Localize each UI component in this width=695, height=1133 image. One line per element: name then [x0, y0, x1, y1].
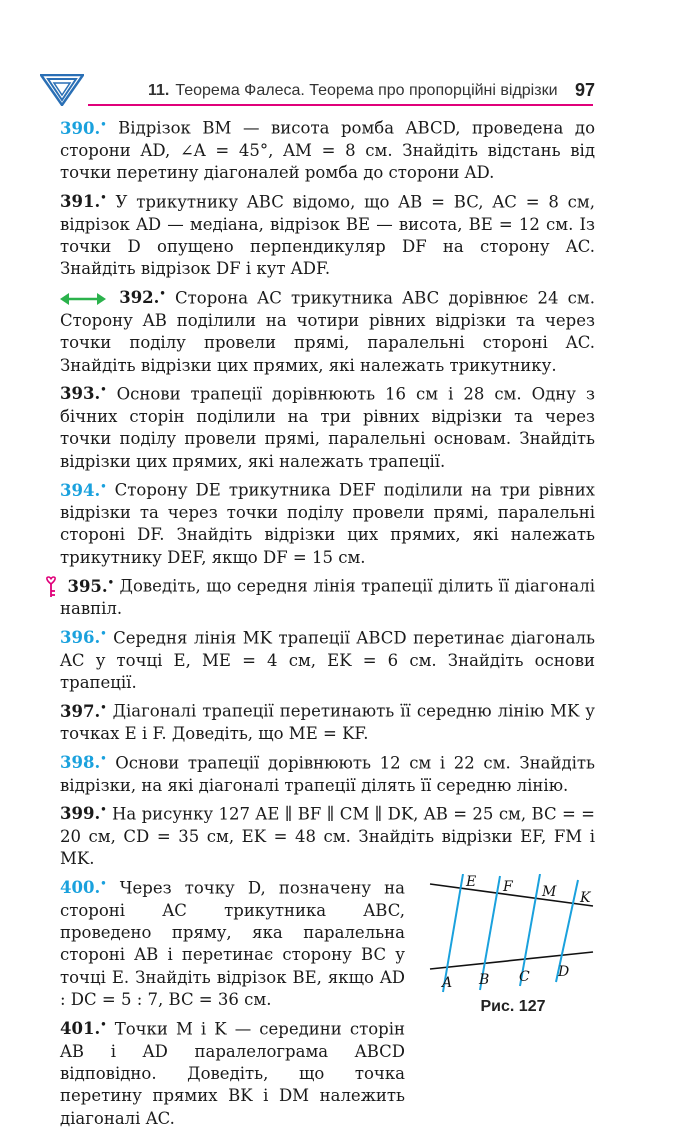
problem-number: 396.• [60, 628, 107, 648]
problem-398 [60, 749, 595, 797]
problems-list [60, 114, 595, 1133]
problem-390 [60, 114, 595, 185]
page-header [0, 0, 695, 110]
problem-393 [60, 380, 595, 473]
parallel-lines-diagram [428, 874, 598, 994]
problem-text: На рисунку 127 AE ∥ BF ∥ CM ∥ DK, AB = 25 см, BC = = 20 см, CD = 35 см, EK = 48 см. Знайдіть відрізки EF, FM і MK. [60, 804, 595, 869]
point-label-d: D [558, 963, 570, 980]
problem-number: 398.• [60, 753, 107, 773]
problem-396 [60, 624, 595, 695]
problem-394 [60, 476, 595, 569]
key-icon [44, 576, 58, 598]
section-heading [148, 82, 558, 100]
problem-number: 401.• [60, 1019, 107, 1039]
problem-397 [60, 697, 595, 745]
problem-text: Основи трапеції дорівнюють 12 см і 22 см. Знайдіть відрізки, на які діагоналі трапеції ділять її середню лінію. [60, 753, 595, 795]
section-number: 11. [148, 82, 170, 99]
problem-391 [60, 188, 595, 281]
problem-number: 399.• [60, 804, 107, 824]
problem-number: 394.• [60, 480, 107, 500]
problem-number: 400.• [60, 878, 107, 898]
problem-number: 393.• [60, 384, 107, 404]
problem-395 [60, 572, 595, 620]
problem-text: Середня лінія MK трапеції ABCD перетинає діагональ AC у точці E, ME = 4 см, EK = 6 см. Знайдіть основи трапеції. [60, 628, 595, 692]
point-label-c: C [519, 968, 530, 985]
problem-text: Діагоналі трапеції перетинають її середню лінію MK у точках E і F. Доведіть, що ME = KF. [60, 701, 595, 744]
page-number: 97 [575, 80, 596, 100]
double-arrow-icon [60, 292, 106, 306]
problem-text: Через точку D, позначену на стороні AC трикутника ABC, проведено пряму, яка паралельна стороні AB і перетинає сторону BC у точці E. Знайдіть відрізок BE, якщо AD : DC = 5 : 7, BC = 36 см. [60, 878, 405, 1010]
problem-text: У трикутнику ABC відомо, що AB = BC, AC = 8 см, відрізок AD — медіана, відрізок BE — висота, BE = 12 см. Із точки D опущено перпендикуляр DF на сторону AC. Знайдіть відрізок DF і кут ADF. [60, 192, 595, 279]
figure-caption: Рис. 127 [480, 997, 546, 1015]
problem-number: 390.• [60, 118, 107, 138]
triangle-logo-icon [40, 74, 84, 106]
problem-number: 392.• [119, 288, 166, 308]
problem-text: Доведіть, що середня лінія трапеції ділить її діагоналі навпіл. [60, 576, 596, 619]
point-label-a: A [442, 974, 453, 991]
figure-section [60, 874, 595, 1130]
problem-399 [60, 800, 595, 871]
point-label-k: K [580, 889, 591, 906]
figure-127 [428, 874, 598, 1016]
point-label-b: B [479, 971, 490, 988]
problem-number: 391.• [60, 192, 107, 212]
problem-text: Сторону DE трикутника DEF поділили на три рівних відрізки та через точки поділу провели прямі, паралельні стороні DF. Знайдіть відрізки цих прямих, які належать трикутнику DEF, якщо DF = 15 см. [60, 480, 595, 567]
problem-number: 395.• [67, 576, 115, 596]
header-divider [88, 104, 593, 106]
problem-number: 397.• [60, 701, 107, 721]
point-label-f: F [503, 878, 513, 895]
point-label-e: E [466, 873, 477, 890]
problem-text: Відрізок BM — висота ромба ABCD, проведена до сторони AD, ∠A = 45°, AM = 8 см. Знайдіть відстань від точки перетину діагоналей ромба до сторони AD. [60, 118, 595, 183]
problem-392 [60, 284, 595, 377]
section-title: Теорема Фалеса. Теорема про пропорційні відрізки [175, 82, 558, 99]
problem-401 [60, 1015, 405, 1131]
problem-text: Точки M і K — середини сторін AB і AD паралелограма ABCD відповідно. Доведіть, що точка перетину прямих BK і DM належить діагоналі AC. [60, 1019, 406, 1128]
point-label-m: M [542, 883, 557, 900]
problem-text: Основи трапеції дорівнюють 16 см і 28 см. Одну з бічних сторін поділили на три рівних відрізки та через точки поділу провели прямі, паралельні основам. Знайдіть відрізки цих прямих, які належать трапеції. [60, 384, 595, 471]
problem-text: Сторона AC трикутника ABC дорівнює 24 см. Сторону AB поділили на чотири рівних відрізки та через точки поділу провели прямі, паралельні стороні AC. Знайдіть відрізки цих прямих, які належать трикутнику. [60, 288, 595, 375]
problem-400 [60, 874, 405, 1012]
